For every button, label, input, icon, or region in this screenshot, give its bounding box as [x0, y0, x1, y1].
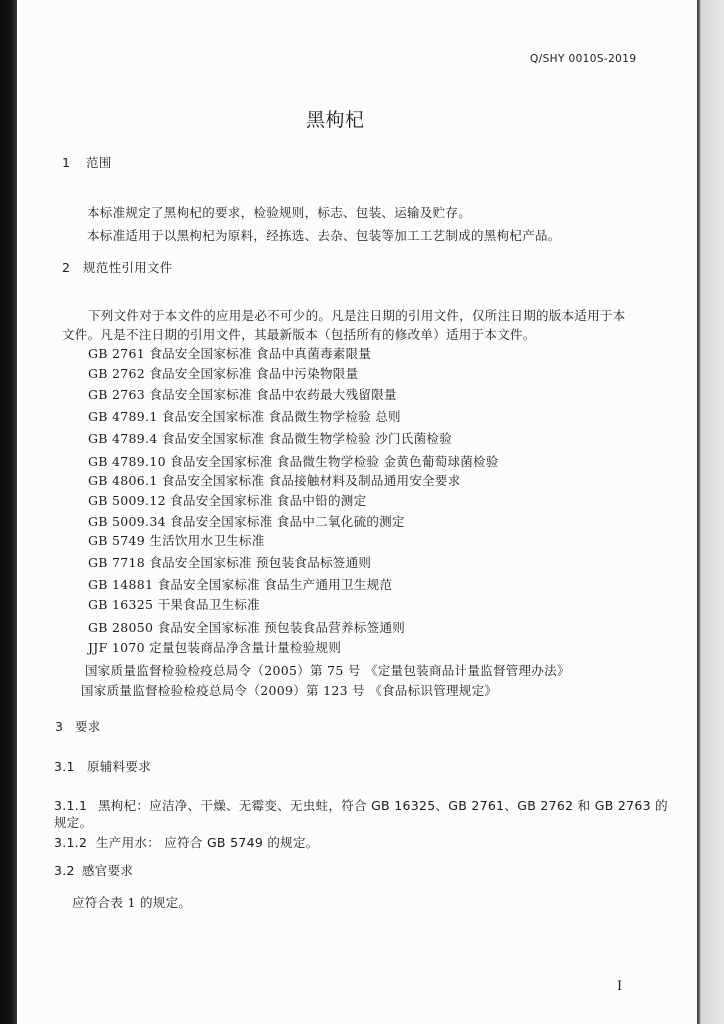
reference-item: GB 4789.4 食品安全国家标准 食品微生物学检验 沙门氏菌检验 [88, 431, 453, 446]
reference-item: GB 14881 食品安全国家标准 食品生产通用卫生规范 [88, 577, 393, 592]
reference-item: 国家质量监督检验检疫总局令（2009）第 123 号 《食品标识管理规定》 [81, 683, 498, 698]
section-heading: 要求 [75, 719, 101, 734]
reference-item: GB 5009.12 食品安全国家标准 食品中铅的测定 [88, 493, 367, 508]
page-number: I [617, 979, 623, 994]
paragraph-line: 本标准适用于以黑枸杞为原料，经拣选、去杂、包装等加工工艺制成的黑枸杞产品。 [87, 228, 561, 243]
paragraph-line: 应符合表 1 的规定。 [72, 895, 192, 910]
reference-item: GB 28050 食品安全国家标准 预包装食品营养标签通则 [88, 620, 406, 635]
reference-item: 国家质量监督检验检疫总局令（2005）第 75 号 《定量包装商品计量监督管理办法》 [85, 663, 570, 678]
paragraph-line: 文件。凡是不注日期的引用文件，其最新版本（包括所有的修改单）适用于本文件。 [62, 327, 536, 342]
section-number: 3 [55, 719, 64, 734]
section-number: 1 [62, 155, 71, 170]
reference-item: GB 2762 食品安全国家标准 食品中污染物限量 [88, 366, 359, 381]
reference-item: GB 5749 生活饮用水卫生标准 [88, 533, 265, 548]
reference-item: GB 2763 食品安全国家标准 食品中农药最大残留限量 [88, 387, 397, 402]
paragraph-line: 本标准规定了黑枸杞的要求，检验规则，标志、包装、运输及贮存。 [87, 205, 472, 220]
clause-text: 黑枸杞：应洁净、干燥、无霉变、无虫蛀，符合 GB 16325、GB 2761、GB 2762 和 GB 2763 的 [98, 798, 668, 813]
subsection-number: 3.2 [54, 863, 75, 878]
scan-edge-left [0, 0, 17, 1024]
clause-text-continuation: 规定。 [54, 815, 93, 830]
subsection-number: 3.1 [54, 759, 75, 774]
subsection-heading: 原辅料要求 [87, 759, 152, 774]
standard-code: Q/SHY 0010S-2019 [530, 53, 637, 65]
clause-number: 3.1.2 [54, 835, 88, 850]
section-heading: 范围 [86, 155, 112, 170]
section-number: 2 [62, 260, 71, 275]
reference-item: JJF 1070 定量包装商品净含量计量检验规则 [88, 640, 342, 655]
clause-number: 3.1.1 [54, 798, 88, 813]
reference-item: GB 4806.1 食品安全国家标准 食品接触材料及制品通用安全要求 [88, 473, 461, 488]
section-heading: 规范性引用文件 [83, 260, 173, 275]
reference-item: GB 4789.10 食品安全国家标准 食品微生物学检验 金黄色葡萄球菌检验 [88, 454, 499, 469]
reference-item: GB 4789.1 食品安全国家标准 食品微生物学检验 总则 [88, 409, 401, 424]
scan-edge-right [697, 0, 724, 1024]
paragraph-line: 下列文件对于本文件的应用是必不可少的。凡是注日期的引用文件，仅所注日期的版本适用于本 [88, 308, 626, 323]
subsection-heading: 感官要求 [82, 863, 134, 878]
reference-item: GB 5009.34 食品安全国家标准 食品中二氧化硫的测定 [88, 514, 405, 529]
reference-item: GB 16325 干果食品卫生标准 [88, 597, 260, 612]
reference-item: GB 2761 食品安全国家标准 食品中真菌毒素限量 [88, 346, 372, 361]
clause-text: 生产用水： 应符合 GB 5749 的规定。 [96, 835, 319, 850]
page-title: 黑枸杞 [306, 109, 365, 131]
reference-item: GB 7718 食品安全国家标准 预包装食品标签通则 [88, 555, 372, 570]
